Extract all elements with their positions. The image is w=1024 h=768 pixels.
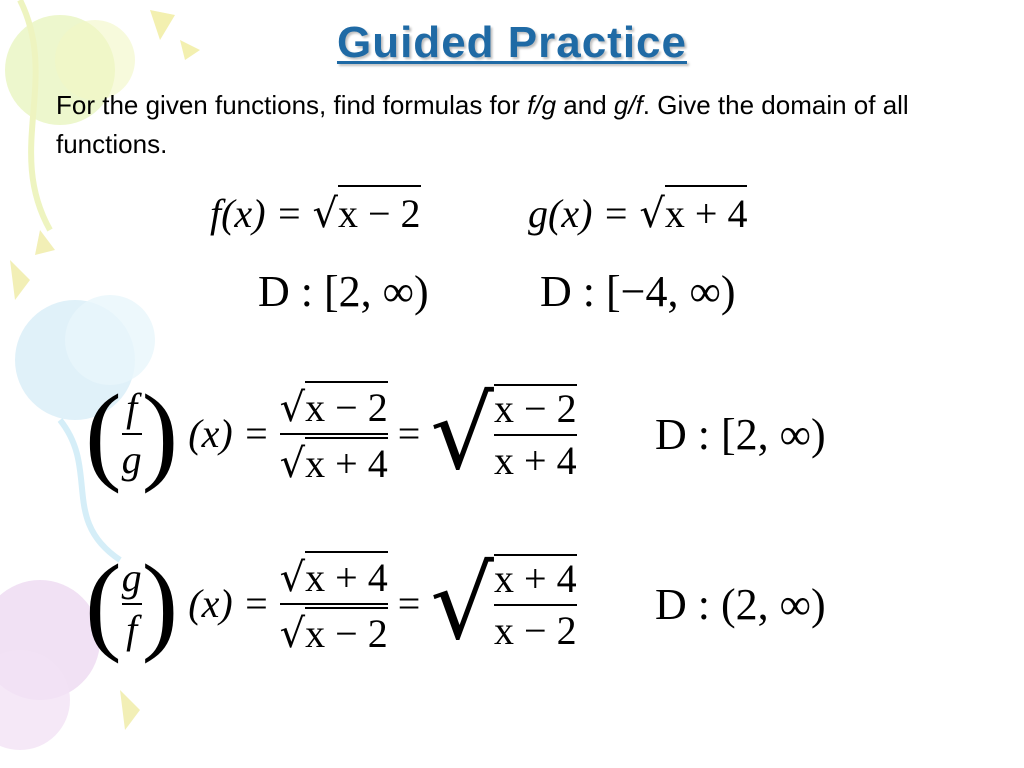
instruction-gf: g/f xyxy=(613,90,643,120)
radical-icon: √ xyxy=(312,191,338,237)
gf-rad-num: x + 4 xyxy=(494,555,577,601)
gf-equals: = xyxy=(397,581,421,626)
fg-rad-den: x + 4 xyxy=(494,437,577,483)
radical-icon: √ xyxy=(430,545,495,662)
fg-num-radicand: x − 2 xyxy=(305,381,388,431)
radical-icon: √ xyxy=(639,191,665,237)
g-definition xyxy=(528,185,747,239)
instruction-part2: . Give the domain of all functions. xyxy=(56,90,909,159)
g-lhs: g(x) = xyxy=(528,191,630,236)
instruction-text xyxy=(56,86,996,164)
gf-arg: (x) = xyxy=(188,581,270,626)
gf-domain: D : (2, ∞) xyxy=(655,580,826,629)
f-radicand: x − 2 xyxy=(338,185,421,239)
f-lhs: f(x) = xyxy=(210,191,303,236)
fg-den-radicand: x + 4 xyxy=(305,437,388,487)
gf-quotient: ( $\frac{g}{f}$ ) (x) = $\frac{√x + 4}{√x - 2}$ = √ $\frac{x + 4}{x - 2}$ xyxy=(85,542,577,664)
f-definition xyxy=(210,185,421,239)
gf-outer-den: f xyxy=(126,606,138,652)
instruction-part1: For the given functions, find formulas for xyxy=(56,90,528,120)
fg-outer-num: f xyxy=(126,384,138,430)
fg-equals: = xyxy=(397,411,421,456)
gf-num-radicand: x + 4 xyxy=(305,551,388,601)
fg-quotient: ( $\frac{f}{g}$ ) (x) = $\frac{√x - 2}{√x + 4}$ = √ $\frac{x - 2}{x + 4}$ xyxy=(85,372,577,494)
instruction-and: and xyxy=(556,90,614,120)
radical-icon: √ xyxy=(430,375,495,492)
g-domain: D : [−4, ∞) xyxy=(540,267,736,316)
fg-arg: (x) = xyxy=(188,411,270,456)
gf-outer-num: g xyxy=(121,554,142,600)
instruction-fg: f/g xyxy=(527,90,557,120)
g-radicand: x + 4 xyxy=(665,185,748,239)
fg-outer-den: g xyxy=(121,436,142,482)
fg-domain: D : [2, ∞) xyxy=(655,410,826,459)
gf-den-radicand: x − 2 xyxy=(305,607,388,657)
gf-rad-den: x − 2 xyxy=(494,607,577,653)
f-domain: D : [2, ∞) xyxy=(258,267,429,316)
slide-title: Guided Practice xyxy=(336,18,687,67)
fg-rad-num: x − 2 xyxy=(494,385,577,431)
